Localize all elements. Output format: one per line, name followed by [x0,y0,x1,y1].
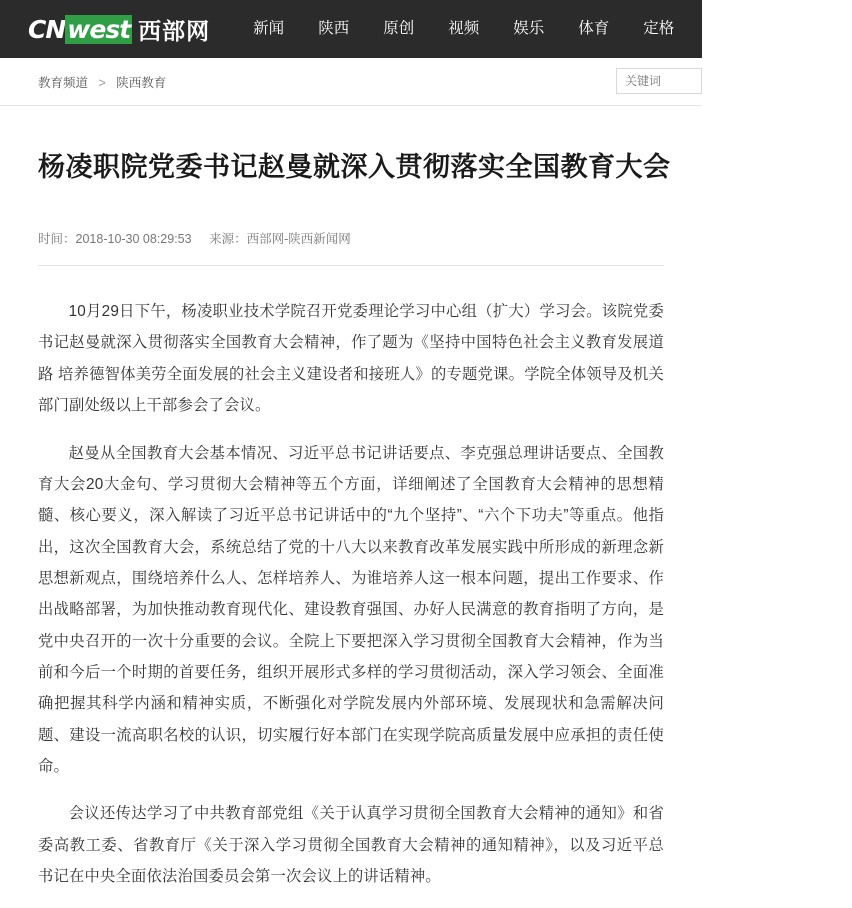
nav-item-shaanxi[interactable]: 陕西 [318,20,350,37]
time-label: 时间： [38,232,76,247]
time-value: 2018-10-30 08:29:53 [75,232,192,247]
breadcrumb-channel[interactable]: 教育频道 [38,75,89,90]
logo-chinese-text: 西部网 [138,17,211,44]
article-body [38,266,664,892]
logo-cn-text: CN [28,14,66,44]
article [0,148,702,892]
article-meta [38,229,664,266]
nav-item-more[interactable]: 更多 [804,20,836,37]
main-nav [236,0,852,58]
nav-item-news[interactable]: 新闻 [253,20,285,37]
top-navigation-bar [0,0,836,58]
breadcrumb-separator: > [98,75,106,90]
breadcrumb-row [0,58,702,106]
page-title: 杨凌职院党委书记赵曼就深入贯彻落实全国教育大会 [38,152,671,182]
nav-item-original[interactable]: 原创 [383,20,415,37]
article-paragraph: 会议还传达学习了中共教育部党组《关于认真学习贯彻全国教育大会精神的通知》和省委高教工委、省教育厅《关于深入学习贯彻全国教育大会精神的通知精神》，以及习近平总书记在中央全面依法治国委员会第一次会议上的讲话精神。 [38,805,664,885]
nav-item-hotline[interactable]: 民生热线 [708,20,771,37]
nav-item-dingge[interactable]: 定格 [643,20,675,37]
logo-west-text: west [67,14,131,44]
article-paragraph: 10月29日下午，杨凌职业技术学院召开党委理论学习中心组（扩大）学习会。该院党委书记赵曼就深入贯彻落实全国教育大会精神，作了题为《坚持中国特色社会主义教育发展道路 培养德智体美劳全面发展的社会主义建设者和接班人》的专题党课。学院全体领导及机关部门副处级以上干部参会了会议。 [38,303,664,415]
search-input[interactable] [623,73,695,89]
search-box[interactable] [616,68,702,94]
source-label: 来源： [209,232,247,247]
breadcrumb [38,73,166,91]
article-paragraph: 赵曼从全国教育大会基本情况、习近平总书记讲话要点、李克强总理讲话要点、全国教育大会20大金句、学习贯彻大会精神等五个方面，详细阐述了全国教育大会精神的思想精髓、核心要义，深入解读了习近平总书记讲话中的“九个坚持”、“六个下功夫”等重点。他指出，这次全国教育大会，系统总结了党的十八大以来教育改革发展实践中所形成的新理念新思想新观点，围绕培养什么人、怎样培养人、为谁培养人这一根本问题，提出工作要求、作出战略部署，为加快推动教育现代化、建设教育强国、办好人民满意的教育指明了方向，是党中央召开的一次十分重要的会议。全院上下要把深入学习贯彻全国教育大会精神，作为当前和今后一个时期的首要任务，组织开展形式多样的学习贯彻活动，深入学习领会、全面准确把握其科学内涵和精神实质，不断强化对学院发展内外部环境、发展现状和急需解决问题、建设一流高职名校的认识，切实履行好本部门在实现学院高质量发展中应承担的责任使命。 [38,444,664,775]
nav-item-video[interactable]: 视频 [448,20,480,37]
source-value: 西部网-陕西新闻网 [246,232,351,247]
nav-item-entertainment[interactable]: 娱乐 [513,20,545,37]
site-logo[interactable] [28,13,210,46]
breadcrumb-section[interactable]: 陕西教育 [116,75,167,90]
nav-item-sports[interactable]: 体育 [578,20,610,37]
